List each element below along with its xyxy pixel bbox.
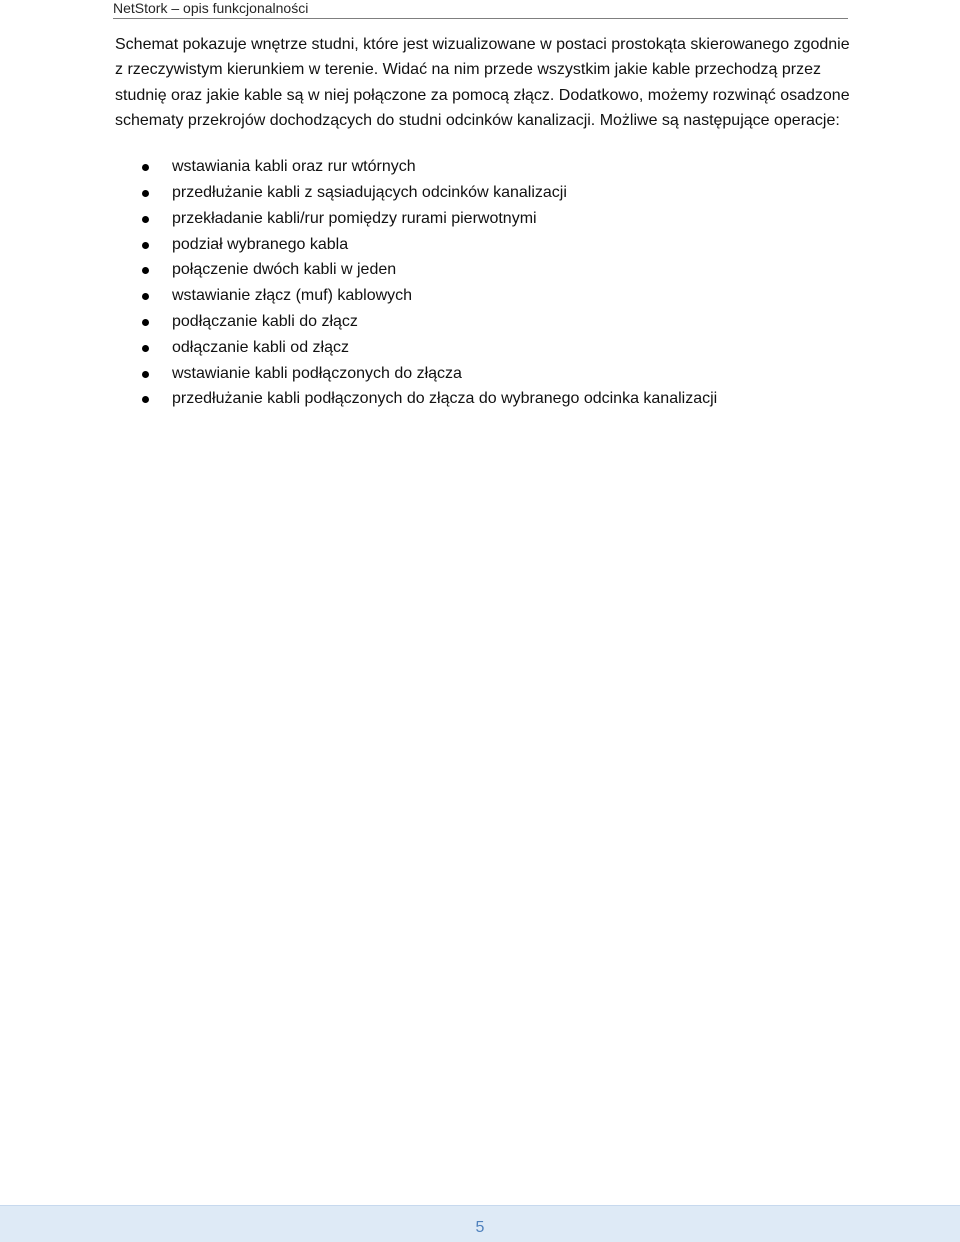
- page-header: [113, 0, 848, 19]
- list-item-text: wstawiania kabli oraz rur wtórnych: [172, 158, 416, 176]
- list-item: [115, 386, 850, 412]
- list-item: [115, 154, 850, 180]
- list-item-text: połączenie dwóch kabli w jeden: [172, 261, 397, 279]
- bullet-icon: [142, 164, 149, 171]
- list-item-text: odłączanie kabli od złącz: [172, 338, 349, 356]
- list-item-text: przedłużanie kabli z sąsiadujących odcinków kanalizacji: [172, 183, 567, 201]
- bullet-icon: [142, 396, 149, 403]
- bullet-icon: [142, 190, 149, 197]
- list-item: [115, 309, 850, 335]
- list-item: [115, 361, 850, 387]
- list-item-text: przedłużanie kabli podłączonych do złącza do wybranego odcinka kanalizacji: [172, 390, 718, 408]
- page-number: 5: [475, 1219, 485, 1236]
- list-item-text: przekładanie kabli/rur pomiędzy rurami pierwotnymi: [172, 209, 537, 227]
- bullet-icon: [142, 319, 149, 326]
- bullet-icon: [142, 216, 149, 223]
- operations-list: [115, 154, 850, 412]
- list-item: [115, 180, 850, 206]
- list-item: [115, 232, 850, 258]
- list-item-text: wstawianie złącz (muf) kablowych: [172, 287, 413, 305]
- list-item-text: podział wybranego kabla: [172, 235, 349, 253]
- document-title: NetStork – opis funkcjonalności: [113, 0, 309, 16]
- bullet-icon: [142, 293, 149, 300]
- list-item: [115, 206, 850, 232]
- list-item: [115, 283, 850, 309]
- intro-paragraph: Schemat pokazuje wnętrze studni, które jest wizualizowane w postaci prostokąta skierowanego zgodnie z rzeczywistym kierunkiem w terenie. Widać na nim przede wszystkim jakie kable przechodzą przez studnię oraz jakie kable są w niej połączone za pomocą złącz. Dodatkowo, możemy rozwinąć osadzone schematy przekrojów dochodzących do studni odcinków kanalizacji. Możliwe są następujące operacje:: [115, 36, 850, 129]
- list-item-text: wstawianie kabli podłączonych do złącza: [172, 364, 462, 382]
- list-item: [115, 257, 850, 283]
- bullet-icon: [142, 371, 149, 378]
- list-item: [115, 335, 850, 361]
- page-content: [115, 32, 850, 412]
- page-footer: [0, 1205, 960, 1242]
- list-item-text: podłączanie kabli do złącz: [172, 312, 358, 330]
- bullet-icon: [142, 345, 149, 352]
- bullet-icon: [142, 242, 149, 249]
- bullet-icon: [142, 267, 149, 274]
